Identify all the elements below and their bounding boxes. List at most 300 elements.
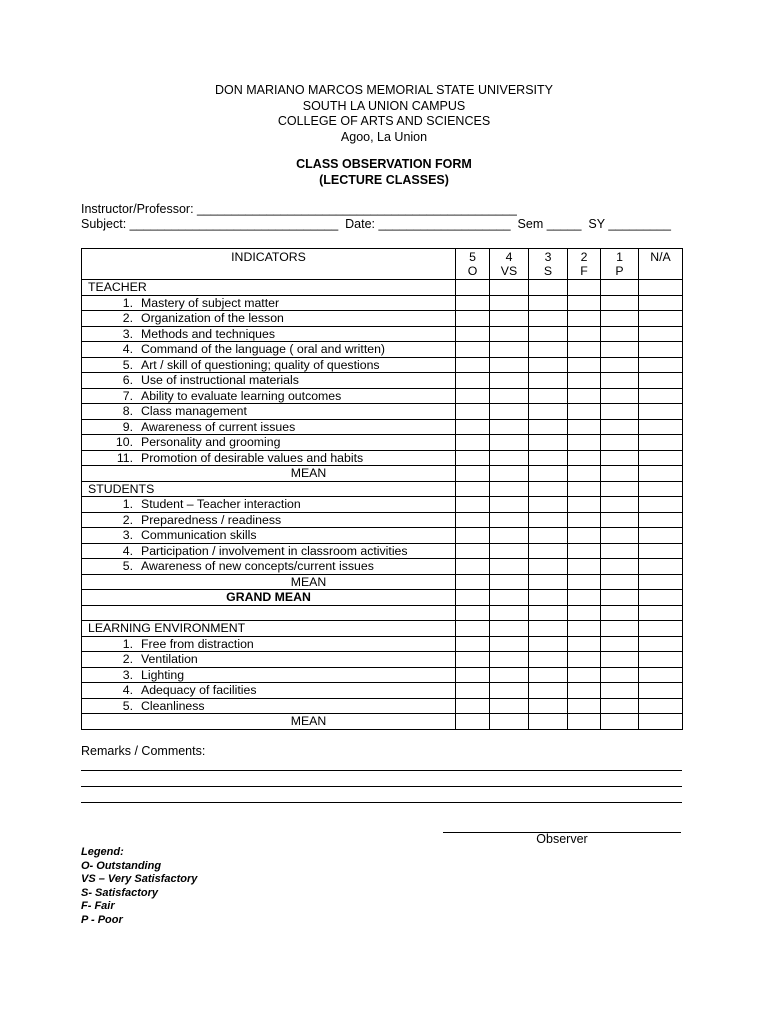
rating-5-cell[interactable]	[456, 667, 490, 683]
teacher-mean-row-label: MEAN	[82, 466, 456, 482]
university-name: DON MARIANO MARCOS MEMORIAL STATE UNIVERSITY	[215, 83, 553, 97]
rating-5-cell[interactable]	[456, 605, 490, 621]
rating-1-cell[interactable]	[601, 404, 639, 420]
rating-4-cell[interactable]	[490, 605, 529, 621]
indicator-text: Awareness of current issues	[141, 419, 296, 434]
rating-2-cell[interactable]	[568, 295, 601, 311]
rating-5-cell[interactable]	[456, 326, 490, 342]
grand-mean-row	[82, 590, 683, 606]
table-row	[82, 512, 683, 528]
indicator-text: Class management	[141, 404, 247, 418]
indicator-text: Adequacy of facilities	[141, 683, 257, 697]
table-row	[82, 404, 683, 420]
indicator-number: 4.	[122, 342, 133, 356]
rating-4-cell[interactable]	[490, 683, 529, 699]
indicator-cell	[82, 497, 456, 513]
na-cell[interactable]	[639, 388, 683, 404]
table-row	[82, 698, 683, 714]
na-cell[interactable]	[639, 419, 683, 435]
rating-3-cell[interactable]	[529, 497, 568, 513]
rating-4-cell[interactable]	[490, 481, 529, 497]
rating-2-cell[interactable]	[568, 388, 601, 404]
table-row	[82, 326, 683, 342]
rating-3-cell[interactable]	[529, 667, 568, 683]
indicator-number: 4.	[122, 543, 133, 558]
rating-5-cell[interactable]	[456, 481, 490, 497]
rating-1-cell[interactable]	[601, 621, 639, 637]
rating-1-cell[interactable]	[601, 698, 639, 714]
rating-4-cell[interactable]	[490, 667, 529, 683]
table-row	[82, 295, 683, 311]
instructor-field: Instructor/Professor: ______________________________________________	[81, 202, 517, 216]
rating-3-cell[interactable]	[529, 698, 568, 714]
indicator-cell	[82, 636, 456, 652]
indicator-cell	[82, 295, 456, 311]
remarks-line-1[interactable]	[81, 770, 682, 771]
table-row	[82, 311, 683, 327]
rating-3-cell[interactable]	[529, 714, 568, 730]
rating-2-cell[interactable]	[568, 419, 601, 435]
rating-2-cell[interactable]	[568, 342, 601, 358]
section-label	[82, 605, 456, 621]
indicator-text: Participation / involvement in classroom activities	[141, 543, 408, 558]
na-cell[interactable]	[639, 404, 683, 420]
indicator-number: 5.	[122, 698, 133, 713]
rating-2-cell[interactable]	[568, 652, 601, 668]
grand-mean-row-label: GRAND MEAN	[82, 590, 456, 606]
rating-2-cell[interactable]	[568, 683, 601, 699]
rating-1-cell[interactable]	[601, 326, 639, 342]
observation-table	[81, 248, 683, 730]
indicator-cell	[82, 543, 456, 559]
remarks-label: Remarks / Comments:	[81, 744, 206, 758]
indicator-number: 1.	[122, 497, 133, 511]
legend-item: VS – Very Satisfactory	[81, 873, 198, 885]
rating-1-cell[interactable]	[601, 652, 639, 668]
rating-4-cell[interactable]	[490, 621, 529, 637]
legend-item: F- Fair	[81, 900, 115, 912]
rating-3-cell[interactable]	[529, 652, 568, 668]
rating-1-cell[interactable]	[601, 667, 639, 683]
rating-4-cell[interactable]	[490, 574, 529, 590]
rating-5-cell[interactable]	[456, 621, 490, 637]
rating-5-cell[interactable]	[456, 357, 490, 373]
rating-2-cell[interactable]	[568, 559, 601, 575]
rating-4-cell[interactable]	[490, 528, 529, 544]
indicator-cell	[82, 373, 456, 389]
indicator-cell	[82, 528, 456, 544]
rating-2-cell[interactable]	[568, 404, 601, 420]
rating-4-cell[interactable]	[490, 311, 529, 327]
rating-3-cell[interactable]	[529, 357, 568, 373]
indicator-text: Use of instructional materials	[141, 373, 299, 387]
na-cell[interactable]	[639, 342, 683, 358]
location: Agoo, La Union	[340, 129, 428, 144]
rating-4-cell[interactable]	[490, 714, 529, 730]
rating-3-cell[interactable]	[529, 419, 568, 435]
rating-4-cell[interactable]	[490, 512, 529, 528]
indicator-text: Art / skill of questioning; quality of questions	[141, 357, 380, 372]
rating-1-cell[interactable]	[601, 605, 639, 621]
rating-3-cell[interactable]	[529, 388, 568, 404]
rating-2-cell[interactable]	[568, 280, 601, 296]
rating-2-cell[interactable]	[568, 435, 601, 451]
rating-5-cell[interactable]	[456, 295, 490, 311]
rating-1-cell[interactable]	[601, 481, 639, 497]
rating-2-cell[interactable]	[568, 698, 601, 714]
indicator-text: Ventilation	[141, 652, 198, 666]
table-row	[82, 435, 683, 451]
indicator-number: 10.	[115, 435, 133, 449]
rating-3-cell[interactable]	[529, 295, 568, 311]
indicator-number: 6.	[122, 373, 133, 387]
na-cell[interactable]	[639, 466, 683, 482]
indicator-cell	[82, 652, 456, 668]
na-cell[interactable]	[639, 621, 683, 637]
rating-2-cell[interactable]	[568, 481, 601, 497]
indicator-text: Methods and techniques	[141, 326, 275, 341]
college-name: COLLEGE OF ARTS AND SCIENCES	[277, 114, 491, 128]
na-cell[interactable]	[639, 450, 683, 466]
na-cell[interactable]	[639, 636, 683, 652]
rating-3-cell[interactable]	[529, 404, 568, 420]
rating-4-cell[interactable]	[490, 450, 529, 466]
environment-mean-row-label: MEAN	[82, 714, 456, 730]
rating-3-cell[interactable]	[529, 311, 568, 327]
rating-4-cell[interactable]	[490, 419, 529, 435]
legend-item: S- Satisfactory	[81, 886, 159, 899]
indicator-number: 3.	[122, 326, 133, 341]
indicator-text: Free from distraction	[141, 636, 254, 651]
indicator-text: Personality and grooming	[141, 435, 281, 449]
rating-4-cell[interactable]	[490, 373, 529, 389]
rating-2-cell[interactable]	[568, 590, 601, 606]
na-cell[interactable]	[639, 295, 683, 311]
rating-1-cell[interactable]	[601, 280, 639, 296]
rating-3-cell[interactable]	[529, 373, 568, 389]
na-cell[interactable]	[639, 512, 683, 528]
na-cell[interactable]	[639, 543, 683, 559]
rating-4-cell[interactable]	[490, 388, 529, 404]
rating-5-cell[interactable]	[456, 528, 490, 544]
rating-1-cell[interactable]	[601, 528, 639, 544]
na-cell[interactable]	[639, 574, 683, 590]
indicator-cell	[82, 698, 456, 714]
indicator-cell	[82, 326, 456, 342]
teacher-section-row	[82, 280, 683, 296]
rating-4-cell[interactable]	[490, 466, 529, 482]
rating-1-header: 1 P	[601, 249, 639, 280]
rating-3-cell[interactable]	[529, 481, 568, 497]
na-cell[interactable]	[639, 559, 683, 575]
rating-4-cell[interactable]	[490, 652, 529, 668]
rating-3-cell[interactable]	[529, 326, 568, 342]
indicator-text: Preparedness / readiness	[141, 512, 282, 527]
rating-1-cell[interactable]	[601, 559, 639, 575]
rating-5-cell[interactable]	[456, 714, 490, 730]
na-cell[interactable]	[639, 590, 683, 606]
rating-5-cell[interactable]	[456, 280, 490, 296]
form-title-line2: (LECTURE CLASSES)	[319, 172, 449, 187]
rating-3-cell[interactable]	[529, 543, 568, 559]
indicator-text: Promotion of desirable values and habits	[141, 450, 364, 465]
na-cell[interactable]	[639, 481, 683, 497]
indicators-header: INDICATORS	[82, 249, 456, 280]
rating-1-cell[interactable]	[601, 574, 639, 590]
rating-1-cell[interactable]	[601, 543, 639, 559]
rating-3-cell[interactable]	[529, 528, 568, 544]
form-title	[0, 157, 768, 188]
rating-5-cell[interactable]	[456, 435, 490, 451]
rating-5-cell[interactable]	[456, 590, 490, 606]
remarks-line-2[interactable]	[81, 786, 682, 787]
rating-2-cell[interactable]	[568, 373, 601, 389]
legend-item: P - Poor	[81, 913, 123, 926]
indicator-cell	[82, 342, 456, 358]
rating-4-cell[interactable]	[490, 280, 529, 296]
na-cell[interactable]	[639, 311, 683, 327]
rating-2-cell[interactable]	[568, 311, 601, 327]
table-row	[82, 559, 683, 575]
rating-2-header: 2 F	[568, 249, 601, 280]
rating-5-cell[interactable]	[456, 574, 490, 590]
rating-5-cell[interactable]	[456, 559, 490, 575]
table-row	[82, 419, 683, 435]
indicator-number: 9.	[122, 419, 133, 434]
rating-5-cell[interactable]	[456, 652, 490, 668]
indicator-number: 5.	[122, 357, 133, 372]
rating-3-cell[interactable]	[529, 636, 568, 652]
rating-1-cell[interactable]	[601, 295, 639, 311]
table-row	[82, 683, 683, 699]
na-cell[interactable]	[639, 280, 683, 296]
na-cell[interactable]	[639, 357, 683, 373]
environment-mean-row	[82, 714, 683, 730]
section-label: LEARNING ENVIRONMENT	[82, 621, 456, 637]
blank-row	[82, 605, 683, 621]
rating-4-cell[interactable]	[490, 698, 529, 714]
legend	[81, 846, 197, 927]
rating-2-cell[interactable]	[568, 497, 601, 513]
indicator-text: Communication skills	[141, 528, 257, 542]
rating-3-cell[interactable]	[529, 590, 568, 606]
indicator-cell	[82, 435, 456, 451]
rating-2-cell[interactable]	[568, 326, 601, 342]
rating-3-cell[interactable]	[529, 559, 568, 575]
rating-5-cell[interactable]	[456, 497, 490, 513]
rating-5-cell[interactable]	[456, 342, 490, 358]
na-header: N/A	[639, 249, 683, 280]
rating-2-cell[interactable]	[568, 667, 601, 683]
rating-4-cell[interactable]	[490, 357, 529, 373]
legend-item: O- Outstanding	[81, 859, 162, 872]
rating-4-cell[interactable]	[490, 543, 529, 559]
rating-2-cell[interactable]	[568, 512, 601, 528]
na-cell[interactable]	[639, 652, 683, 668]
rating-5-cell[interactable]	[456, 683, 490, 699]
rating-5-cell[interactable]	[456, 636, 490, 652]
indicator-cell	[82, 512, 456, 528]
rating-1-cell[interactable]	[601, 636, 639, 652]
remarks-line-3[interactable]	[81, 802, 682, 803]
environment-section-row	[82, 621, 683, 637]
na-cell[interactable]	[639, 326, 683, 342]
indicator-cell	[82, 667, 456, 683]
rating-2-cell[interactable]	[568, 357, 601, 373]
rating-1-cell[interactable]	[601, 466, 639, 482]
rating-3-cell[interactable]	[529, 683, 568, 699]
indicator-number: 11.	[116, 450, 133, 465]
rating-3-cell[interactable]	[529, 342, 568, 358]
form-title-line1: CLASS OBSERVATION FORM	[296, 157, 472, 171]
rating-5-cell[interactable]	[456, 311, 490, 327]
rating-5-cell[interactable]	[456, 373, 490, 389]
table-row	[82, 652, 683, 668]
rating-1-cell[interactable]	[601, 714, 639, 730]
indicator-number: 2.	[122, 311, 133, 325]
rating-5-header: 5 O	[456, 249, 490, 280]
rating-1-cell[interactable]	[601, 388, 639, 404]
indicator-cell	[82, 450, 456, 466]
indicator-number: 7.	[122, 388, 133, 403]
indicator-text: Student – Teacher interaction	[141, 497, 301, 511]
table-row	[82, 342, 683, 358]
indicator-number: 1.	[122, 636, 133, 651]
table-row	[82, 667, 683, 683]
indicator-text: Lighting	[141, 667, 185, 682]
rating-1-cell[interactable]	[601, 342, 639, 358]
rating-4-cell[interactable]	[490, 295, 529, 311]
rating-1-cell[interactable]	[601, 419, 639, 435]
rating-2-cell[interactable]	[568, 528, 601, 544]
rating-1-cell[interactable]	[601, 512, 639, 528]
rating-3-cell[interactable]	[529, 512, 568, 528]
rating-4-cell[interactable]	[490, 559, 529, 575]
table-row	[82, 543, 683, 559]
rating-5-cell[interactable]	[456, 419, 490, 435]
subject-date-sem-sy-field: Subject: ______________________________ Date: ___________________ Sem _____ SY _________	[81, 217, 671, 231]
indicator-number: 8.	[122, 404, 133, 418]
na-cell[interactable]	[639, 528, 683, 544]
indicator-cell	[82, 683, 456, 699]
students-section-row	[82, 481, 683, 497]
legend-title: Legend:	[81, 846, 124, 858]
rating-5-cell[interactable]	[456, 543, 490, 559]
na-cell[interactable]	[639, 683, 683, 699]
campus-name: SOUTH LA UNION CAMPUS	[302, 98, 466, 113]
indicator-number: 4.	[122, 683, 133, 697]
indicator-text: Cleanliness	[141, 698, 205, 713]
rating-5-cell[interactable]	[456, 388, 490, 404]
rating-5-cell[interactable]	[456, 450, 490, 466]
rating-5-cell[interactable]	[456, 466, 490, 482]
rating-2-cell[interactable]	[568, 605, 601, 621]
rating-3-cell[interactable]	[529, 605, 568, 621]
table-row	[82, 388, 683, 404]
indicator-text: Mastery of subject matter	[141, 295, 280, 310]
indicator-number: 1.	[122, 295, 133, 310]
rating-3-header: 3 S	[529, 249, 568, 280]
rating-1-cell[interactable]	[601, 373, 639, 389]
rating-4-header: 4 VS	[490, 249, 529, 280]
indicator-text: Organization of the lesson	[141, 311, 284, 325]
na-cell[interactable]	[639, 497, 683, 513]
rating-1-cell[interactable]	[601, 435, 639, 451]
document-header	[0, 83, 768, 145]
indicator-number: 3.	[122, 667, 133, 682]
rating-1-cell[interactable]	[601, 450, 639, 466]
rating-4-cell[interactable]	[490, 404, 529, 420]
rating-5-cell[interactable]	[456, 404, 490, 420]
indicator-number: 3.	[122, 528, 133, 542]
rating-2-cell[interactable]	[568, 621, 601, 637]
students-mean-row-label: MEAN	[82, 574, 456, 590]
rating-2-cell[interactable]	[568, 574, 601, 590]
rating-4-cell[interactable]	[490, 590, 529, 606]
rating-3-cell[interactable]	[529, 466, 568, 482]
indicator-number: 2.	[122, 512, 133, 527]
table-header-row	[82, 249, 683, 280]
rating-4-cell[interactable]	[490, 326, 529, 342]
table-row	[82, 450, 683, 466]
rating-2-cell[interactable]	[568, 636, 601, 652]
rating-4-cell[interactable]	[490, 342, 529, 358]
na-cell[interactable]	[639, 605, 683, 621]
indicator-text: Command of the language ( oral and written)	[141, 342, 386, 356]
rating-1-cell[interactable]	[601, 311, 639, 327]
rating-1-cell[interactable]	[601, 590, 639, 606]
indicator-text: Awareness of new concepts/current issues	[141, 559, 374, 573]
teacher-mean-row	[82, 466, 683, 482]
rating-1-cell[interactable]	[601, 357, 639, 373]
table-row	[82, 528, 683, 544]
indicator-cell	[82, 404, 456, 420]
table-row	[82, 373, 683, 389]
rating-4-cell[interactable]	[490, 435, 529, 451]
na-cell[interactable]	[639, 435, 683, 451]
rating-5-cell[interactable]	[456, 512, 490, 528]
indicator-cell	[82, 388, 456, 404]
na-cell[interactable]	[639, 667, 683, 683]
rating-2-cell[interactable]	[568, 450, 601, 466]
table-row	[82, 636, 683, 652]
na-cell[interactable]	[639, 698, 683, 714]
indicator-number: 2.	[122, 652, 133, 666]
na-cell[interactable]	[639, 373, 683, 389]
rating-3-cell[interactable]	[529, 435, 568, 451]
rating-4-cell[interactable]	[490, 636, 529, 652]
na-cell[interactable]	[639, 714, 683, 730]
rating-1-cell[interactable]	[601, 683, 639, 699]
section-label: TEACHER	[82, 280, 456, 296]
rating-3-cell[interactable]	[529, 621, 568, 637]
rating-3-cell[interactable]	[529, 450, 568, 466]
indicator-cell	[82, 559, 456, 575]
rating-3-cell[interactable]	[529, 280, 568, 296]
rating-2-cell[interactable]	[568, 466, 601, 482]
rating-2-cell[interactable]	[568, 714, 601, 730]
table-row	[82, 357, 683, 373]
rating-4-cell[interactable]	[490, 497, 529, 513]
indicator-number: 5.	[122, 559, 133, 573]
indicator-cell	[82, 311, 456, 327]
rating-5-cell[interactable]	[456, 698, 490, 714]
rating-2-cell[interactable]	[568, 543, 601, 559]
table-row	[82, 497, 683, 513]
rating-1-cell[interactable]	[601, 497, 639, 513]
indicator-cell	[82, 419, 456, 435]
rating-3-cell[interactable]	[529, 574, 568, 590]
